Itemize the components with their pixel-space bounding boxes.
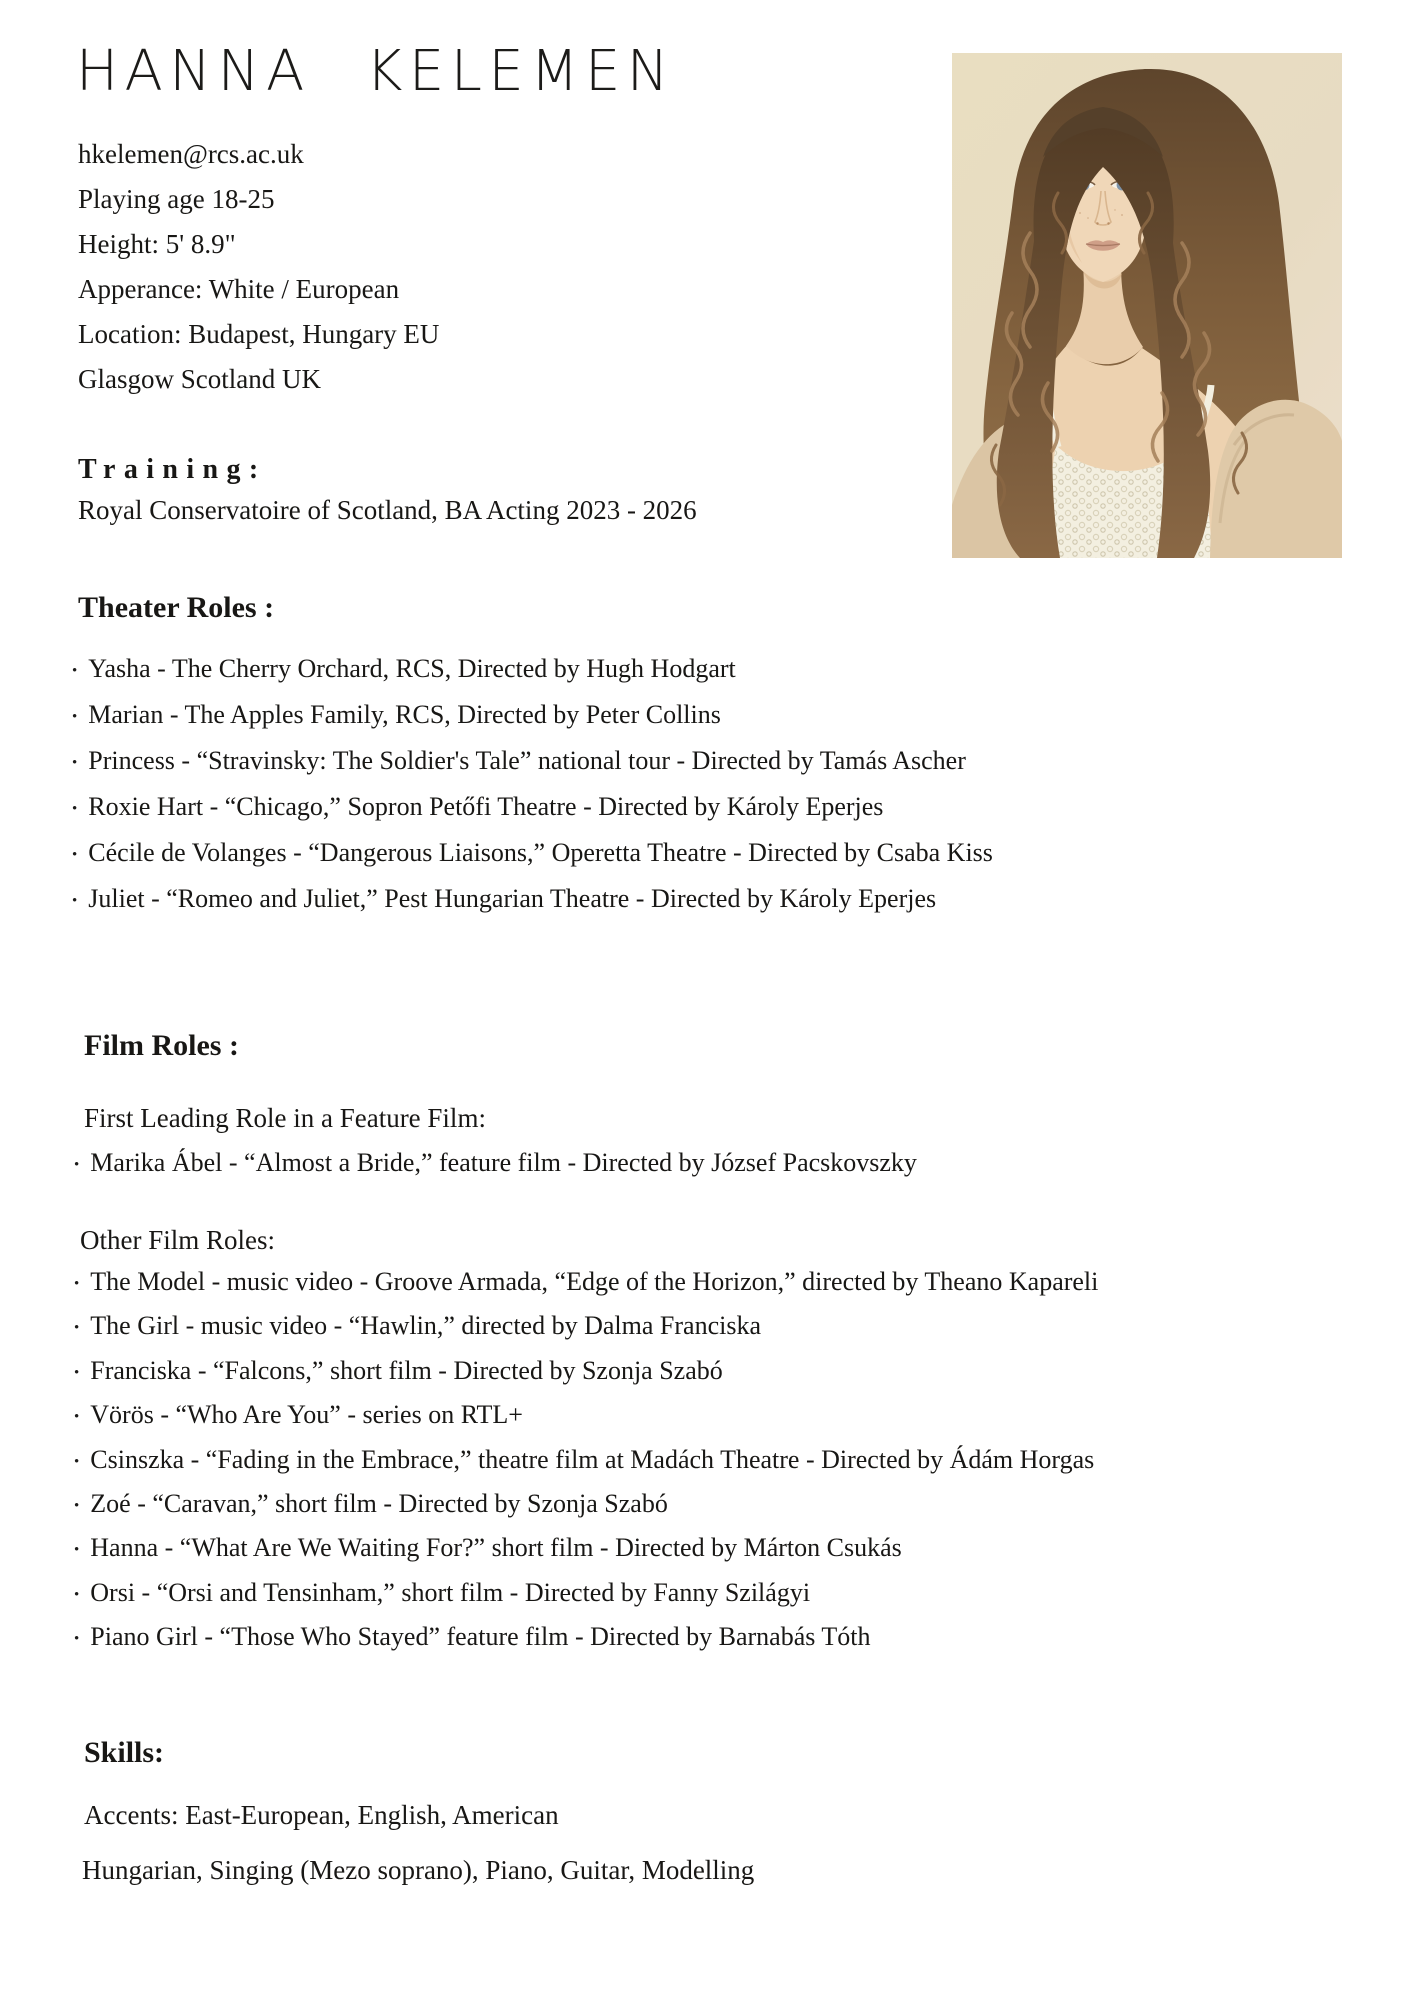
list-item <box>72 647 993 693</box>
bullet-icon: • <box>74 1498 80 1515</box>
bullet-icon: • <box>72 801 78 817</box>
training-section <box>78 452 697 530</box>
bullet-icon: • <box>74 1157 80 1173</box>
bullet-icon: • <box>72 893 78 909</box>
list-item <box>72 877 993 923</box>
theater-roles-list <box>72 647 993 923</box>
first-leading-item <box>74 1143 917 1185</box>
film-roles-heading: Film Roles : <box>84 1029 239 1062</box>
other-film-roles-label: Other Film Roles: <box>80 1225 275 1255</box>
training-heading: Training: <box>78 454 267 485</box>
bullet-icon: • <box>74 1453 80 1470</box>
list-item <box>74 1527 1098 1571</box>
bullet-icon: • <box>74 1364 80 1381</box>
bullet-icon: • <box>72 663 78 679</box>
list-item-text: Juliet - “Romeo and Juliet,” Pest Hungarian Theatre - Directed by Károly Eperjes <box>88 884 937 913</box>
list-item <box>72 693 993 739</box>
list-item <box>74 1572 1098 1616</box>
nostril-right <box>1107 222 1109 224</box>
list-item <box>72 739 993 785</box>
list-item <box>72 831 993 877</box>
contact-height: Height: 5' 8.9" <box>78 229 236 259</box>
list-item <box>74 1305 1098 1349</box>
list-item-text: Piano Girl - “Those Who Stayed” feature film - Directed by Barnabás Tóth <box>90 1622 871 1652</box>
list-item <box>74 1261 1098 1305</box>
bullet-icon: • <box>74 1586 80 1603</box>
skills-accents: Accents: East-European, English, American <box>84 1800 559 1830</box>
headshot-illustration <box>952 53 1342 558</box>
bullet-icon: • <box>74 1276 80 1292</box>
bullet-icon: • <box>74 1542 80 1559</box>
list-item-text: Zoé - “Caravan,” short film - Directed by Szonja Szabó <box>90 1489 668 1519</box>
theater-roles-heading: Theater Roles : <box>78 591 275 624</box>
skills-other: Hungarian, Singing (Mezo soprano), Piano, Guitar, Modelling <box>82 1855 755 1885</box>
bullet-icon: • <box>72 755 78 771</box>
list-item-text: Hanna - “What Are We Waiting For?” short film - Directed by Márton Csukás <box>90 1533 902 1563</box>
bullet-icon: • <box>74 1320 80 1337</box>
list-item-text: Princess - “Stravinsky: The Soldier's Tale” national tour - Directed by Tamás Ascher <box>88 746 966 775</box>
page-title: HANNA KELEMEN <box>76 39 676 104</box>
bullet-icon: • <box>74 1409 80 1426</box>
list-item-text: Orsi - “Orsi and Tensinham,” short film - Directed by Fanny Szilágyi <box>90 1577 811 1607</box>
training-detail: Royal Conservatoire of Scotland, BA Acting 2023 - 2026 <box>78 495 697 525</box>
list-item-text: The Model - music video - Groove Armada, “Edge of the Horizon,” directed by Theano Kapareli <box>90 1267 1099 1296</box>
bullet-icon: • <box>72 847 78 863</box>
contact-block <box>78 132 439 402</box>
bullet-icon: • <box>72 709 78 725</box>
contact-location-2: Glasgow Scotland UK <box>78 364 321 394</box>
skills-heading: Skills: <box>84 1736 165 1769</box>
list-item <box>74 1350 1098 1394</box>
contact-playing-age: Playing age 18-25 <box>78 184 275 214</box>
first-leading-label: First Leading Role in a Feature Film: <box>84 1103 486 1133</box>
list-item-text: Roxie Hart - “Chicago,” Sopron Petőfi Theatre - Directed by Károly Eperjes <box>88 792 884 821</box>
other-film-roles-list <box>74 1261 1098 1661</box>
list-item-text: The Girl - music video - “Hawlin,” directed by Dalma Franciska <box>90 1311 761 1341</box>
list-item-text: Vörös - “Who Are You” - series on RTL+ <box>90 1400 523 1430</box>
list-item <box>74 1439 1098 1483</box>
contact-appearance: Apperance: White / European <box>78 274 400 304</box>
contact-location: Location: Budapest, Hungary EU <box>78 319 440 349</box>
bullet-icon: • <box>74 1631 80 1648</box>
list-item-text: Marian - The Apples Family, RCS, Directed by Peter Collins <box>88 700 721 729</box>
list-item-text: Yasha - The Cherry Orchard, RCS, Directed by Hugh Hodgart <box>88 654 736 683</box>
list-item-text: Franciska - “Falcons,” short film - Directed by Szonja Szabó <box>90 1355 723 1385</box>
list-item-text: Csinszka - “Fading in the Embrace,” theatre film at Madách Theatre - Directed by Ádám Horgas <box>90 1444 1095 1474</box>
contact-email: hkelemen@rcs.ac.uk <box>78 139 304 169</box>
list-item-text: Cécile de Volanges - “Dangerous Liaisons,” Operetta Theatre - Directed by Csaba Kiss <box>88 838 993 867</box>
list-item <box>72 785 993 831</box>
list-item-text: Marika Ábel - “Almost a Bride,” feature film - Directed by József Pacskovszky <box>90 1148 917 1177</box>
list-item <box>74 1616 1098 1660</box>
nostril-left <box>1096 222 1098 224</box>
list-item <box>74 1483 1098 1527</box>
headshot-photo <box>952 53 1342 558</box>
list-item <box>74 1394 1098 1438</box>
